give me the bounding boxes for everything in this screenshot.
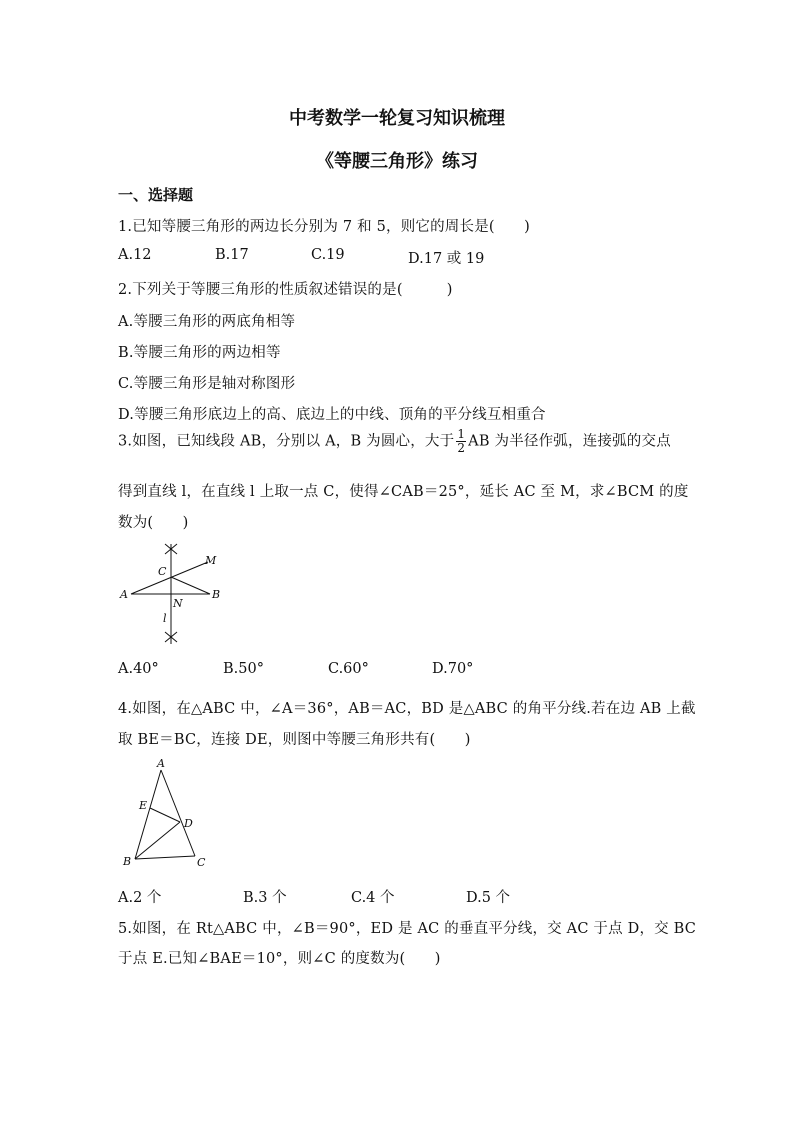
label-c: C <box>197 856 206 869</box>
question-3-figure <box>118 538 228 650</box>
question-2-option-c: C.等腰三角形是轴对称图形 <box>118 376 296 392</box>
fraction-numerator: 1 <box>457 427 466 441</box>
question-1-stem: 1.已知等腰三角形的两边长分别为 7 和 5，则它的周长是( ) <box>118 219 531 235</box>
question-4-figure <box>118 758 218 873</box>
question-2-option-b: B.等腰三角形的两边相等 <box>118 345 281 361</box>
ray-am <box>131 562 208 594</box>
side-ac <box>161 770 195 856</box>
question-3-stem-line1 <box>118 428 671 455</box>
label-a: A <box>120 588 128 601</box>
question-5-stem-line2: 于点 E.已知∠BAE＝10°，则∠C 的度数为( ) <box>118 951 441 967</box>
fraction-denominator: 2 <box>457 441 466 455</box>
question-3-stem-part2: AB 为半径作弧，连接弧的交点 <box>468 433 671 450</box>
question-1-option-c: C.19 <box>311 247 345 263</box>
question-2-option-d: D.等腰三角形底边上的高、底边上的中线、顶角的平分线互相重合 <box>118 407 546 423</box>
segment-ed <box>150 808 180 822</box>
label-l: l <box>163 612 167 625</box>
question-3-option-d: D.70° <box>432 661 474 677</box>
question-4-option-a: A.2 个 <box>118 890 162 906</box>
label-b: B <box>212 588 221 601</box>
label-a: A <box>157 758 165 770</box>
side-bc <box>135 856 195 859</box>
page-title: 中考数学一轮复习知识梳理 <box>289 108 505 129</box>
question-4-option-c: C.4 个 <box>351 890 395 906</box>
question-4-stem-line2: 取 BE＝BC，连接 DE，则图中等腰三角形共有( ) <box>118 732 471 748</box>
section-heading: 一、选择题 <box>118 186 194 204</box>
question-3-stem-line3: 数为( ) <box>118 515 189 531</box>
question-2-stem: 2.下列关于等腰三角形的性质叙述错误的是( ) <box>118 282 453 298</box>
question-1-option-b: B.17 <box>215 247 249 263</box>
label-m: M <box>205 554 217 567</box>
segment-bd <box>135 822 180 859</box>
question-3-option-b: B.50° <box>223 661 264 677</box>
question-4-stem-line1: 4.如图，在△ABC 中，∠A＝36°，AB＝AC，BD 是△ABC 的角平分线.若在边 AB 上截 <box>118 701 696 717</box>
segment-cb <box>171 577 210 594</box>
label-n: N <box>173 597 183 610</box>
page-subtitle: 《等腰三角形》练习 <box>316 151 478 172</box>
label-c: C <box>158 565 167 578</box>
question-3-option-c: C.60° <box>328 661 369 677</box>
question-3-stem-line2: 得到直线 l，在直线 l 上取一点 C，使得∠CAB＝25°，延长 AC 至 M，求∠BCM 的度 <box>118 484 689 500</box>
label-b: B <box>123 855 132 868</box>
question-1-option-d: D.17 或 19 <box>408 251 485 267</box>
question-3-option-a: A.40° <box>118 661 159 677</box>
label-d: D <box>184 817 193 830</box>
question-1-option-a: A.12 <box>118 247 152 263</box>
question-2-option-a: A.等腰三角形的两底角相等 <box>118 314 296 330</box>
question-5-stem-line1: 5.如图，在 Rt△ABC 中，∠B＝90°，ED 是 AC 的垂直平分线，交 AC 于点 D，交 BC <box>118 921 697 937</box>
side-ab <box>135 770 161 859</box>
question-4-option-b: B.3 个 <box>243 890 287 906</box>
one-half-fraction <box>456 428 466 455</box>
question-4-option-d: D.5 个 <box>466 890 511 906</box>
label-e: E <box>139 799 148 812</box>
question-3-stem-part1: 3.如图，已知线段 AB，分别以 A，B 为圆心，大于 <box>118 433 455 450</box>
